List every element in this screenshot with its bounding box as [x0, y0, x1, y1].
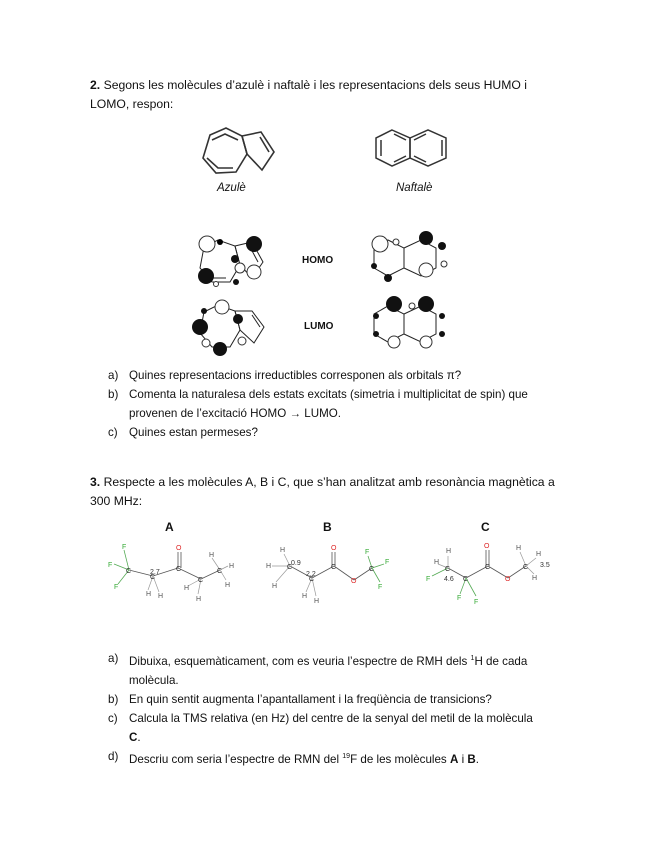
question-text: Respecte a les molècules A, B i C, que s’han analitzat amb resonància magnètica a	[103, 475, 555, 489]
atom-c: C	[369, 566, 375, 573]
atom-o: O	[505, 576, 511, 583]
item-text	[129, 709, 573, 747]
question-text: LOMO, respon:	[90, 97, 174, 111]
item-text: En quin sentit augmenta l’apantallament i la freqüència de transicions?	[129, 692, 492, 706]
atom-f: F	[122, 544, 127, 551]
item-text	[129, 747, 573, 769]
item-text-part: Dibuixa, esquemàticament, com es veuria l’espectre de RMH dels	[129, 654, 471, 668]
atom-h: H	[184, 585, 190, 592]
question-number: 2.	[90, 78, 101, 92]
superscript: 19	[342, 752, 351, 760]
item-label: b)	[108, 388, 119, 401]
atom-h: H	[225, 582, 231, 589]
list-item	[108, 366, 568, 385]
atom-h: H	[446, 548, 452, 555]
item-text-bold: A	[449, 752, 459, 766]
atom-h: H	[158, 593, 164, 600]
atom-h: H	[302, 593, 308, 600]
naphthalene-lumo-orbital	[366, 294, 456, 354]
list-item	[108, 649, 573, 690]
item-text-bold: B	[467, 752, 476, 766]
list-item	[108, 690, 573, 709]
atom-c: C	[485, 564, 491, 571]
item-text-part: i	[458, 752, 468, 766]
atom-c: C	[150, 574, 156, 581]
item-text-line1: Comenta la naturalesa dels estats excitats (simetria i multiplicitat de spin) que	[129, 388, 528, 401]
item-label: d)	[108, 749, 119, 763]
item-text-line2: provenen de l’excitació HOMO → LUMO.	[129, 407, 341, 420]
list-item	[108, 385, 568, 423]
question-3-text	[90, 473, 580, 511]
atom-h: H	[314, 598, 320, 605]
atom-h: H	[272, 583, 278, 590]
molecule-c-label: C	[481, 520, 490, 534]
atom-c: C	[126, 568, 132, 575]
coupling-constant: 4.6	[444, 576, 454, 583]
molecule-c-structure	[422, 536, 562, 611]
azulene-homo-orbital	[190, 232, 270, 292]
question-text: 300 MHz:	[90, 494, 143, 508]
item-text-part: .	[137, 730, 141, 744]
list-item	[108, 747, 573, 769]
atom-f: F	[378, 584, 383, 591]
coupling-constant: 0.9	[291, 560, 301, 567]
atom-h: H	[146, 591, 152, 598]
atom-c: C	[445, 566, 451, 573]
item-text-line2: molècula.	[129, 673, 179, 687]
atom-h: H	[196, 596, 202, 603]
item-label: c)	[108, 711, 118, 725]
naphthalene-homo-orbital	[366, 230, 456, 290]
atom-c: C	[463, 576, 469, 583]
coupling-constant: 3.5	[540, 562, 550, 569]
atom-o: O	[331, 545, 337, 552]
atom-h: H	[536, 551, 542, 558]
item-text: Quines estan permeses?	[129, 426, 258, 439]
atom-h: H	[532, 575, 538, 582]
atom-h: H	[516, 545, 522, 552]
azulene-lumo-orbital	[190, 297, 270, 357]
item-text-part: Calcula la TMS relativa (en Hz) del centre de la senyal del metil de la molècula	[129, 711, 533, 725]
molecule-b-label: B	[323, 520, 332, 534]
homo-label: HOMO	[302, 255, 334, 266]
atom-h: H	[209, 552, 215, 559]
atom-f: F	[426, 576, 431, 583]
item-text	[129, 385, 568, 423]
item-text-part: F de les molècules	[350, 752, 450, 766]
atom-h: H	[280, 547, 286, 554]
item-text-bold: C	[129, 730, 138, 744]
atom-f: F	[365, 549, 370, 556]
atom-c: C	[331, 564, 337, 571]
molecule-a-structure	[108, 540, 238, 610]
coupling-constant: 2.2	[306, 571, 316, 578]
molecule-b-structure	[264, 540, 399, 610]
naphthalene-structure	[372, 124, 472, 184]
question-3-items	[108, 649, 573, 769]
atom-c: C	[176, 566, 182, 573]
coupling-constant: 2.7	[150, 569, 160, 576]
atom-h: H	[266, 563, 272, 570]
item-label: c)	[108, 426, 118, 439]
atom-c: C	[287, 564, 293, 571]
atom-c: C	[217, 568, 223, 575]
atom-o: O	[176, 545, 182, 552]
item-text-part: .	[475, 752, 479, 766]
atom-f: F	[474, 599, 479, 606]
atom-c: C	[309, 576, 315, 583]
item-text-part: Descriu com seria l’espectre de RMN del	[129, 752, 343, 766]
atom-o: O	[484, 543, 490, 550]
item-label: a)	[108, 369, 119, 382]
list-item	[108, 709, 573, 747]
item-label: b)	[108, 692, 119, 706]
atom-o: O	[351, 578, 357, 585]
item-label: a)	[108, 652, 119, 665]
atom-f: F	[108, 562, 113, 569]
atom-h: H	[434, 559, 440, 566]
atom-f: F	[114, 584, 119, 591]
question-number: 3.	[90, 475, 101, 489]
molecule-a-label: A	[165, 520, 174, 534]
item-text-part: H de cada	[474, 654, 528, 668]
azulene-structure	[190, 122, 290, 182]
naphthalene-caption: Naftalè	[396, 182, 433, 194]
question-2-items	[108, 366, 568, 442]
item-text: Quines representacions irreductibles corresponen als orbitals π?	[129, 369, 462, 382]
atom-c: C	[523, 564, 529, 571]
superscript: 1	[470, 655, 475, 662]
azulene-caption: Azulè	[217, 182, 246, 194]
atom-f: F	[385, 559, 390, 566]
list-item	[108, 423, 568, 442]
item-text	[129, 649, 573, 690]
atom-h: H	[229, 563, 235, 570]
question-text: Segons les molècules d’azulè i naftalè i les representacions dels seus HUMO i	[103, 78, 527, 92]
lumo-label: LUMO	[304, 321, 334, 332]
question-2-text	[90, 76, 580, 114]
atom-f: F	[457, 595, 462, 602]
atom-c: C	[198, 577, 204, 584]
